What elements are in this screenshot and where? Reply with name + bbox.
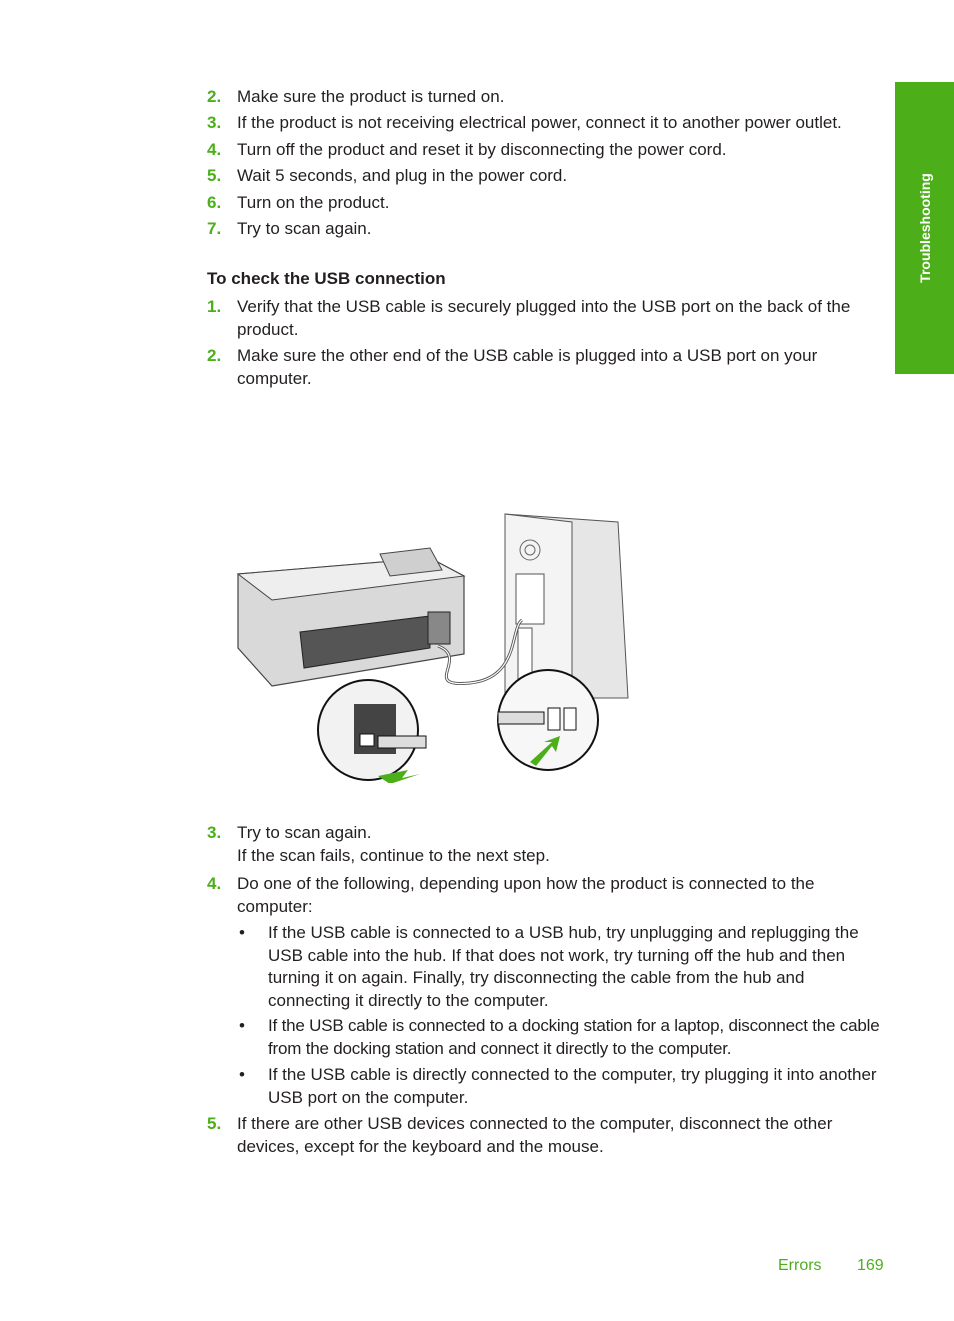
step-text: Verify that the USB cable is securely plugged into the USB port on the back of the product. (237, 297, 851, 339)
bullet-text: If the USB cable is connected to a docking station for a laptop, disconnect the cable from the docking station and connect it directly to the computer. (268, 1016, 880, 1058)
step-number: 7. (207, 219, 222, 238)
section-tab-label: Troubleshooting (916, 173, 933, 283)
step-number: 5. (207, 166, 222, 185)
section-tab (895, 82, 954, 374)
step-subtext: If the scan fails, continue to the next step. (237, 846, 550, 865)
step-text: Make sure the product is turned on. (237, 87, 505, 106)
bullet-marker: • (239, 1065, 245, 1084)
step-text: Do one of the following, depending upon how the product is connected to the computer: (237, 874, 815, 916)
step-text: Turn on the product. (237, 193, 390, 212)
step-number: 5. (207, 1114, 222, 1133)
printer-port-zoom-illustration (318, 680, 426, 783)
printer-illustration (238, 548, 464, 686)
step-number: 4. (207, 140, 222, 159)
step-text: Try to scan again. (237, 823, 372, 842)
page-number: 169 (857, 1257, 884, 1274)
bullet-text: If the USB cable is directly connected to the computer, try plugging it into another USB port on the computer. (268, 1065, 877, 1107)
bullet-marker: • (239, 1016, 245, 1035)
bullet-marker: • (239, 923, 245, 942)
usb-connection-illustration (230, 508, 640, 783)
computer-port-zoom-illustration (498, 670, 598, 770)
step-number: 2. (207, 87, 222, 106)
step-text: Wait 5 seconds, and plug in the power cord. (237, 166, 568, 185)
section-heading: To check the USB connection (207, 269, 446, 288)
step-text: If the product is not receiving electrical power, connect it to another power outlet. (237, 113, 842, 132)
step-number: 1. (207, 297, 222, 316)
step-text: Turn off the product and reset it by disconnecting the power cord. (237, 140, 727, 159)
step-number: 3. (207, 113, 222, 132)
step-text: Try to scan again. (237, 219, 372, 238)
step-text: Make sure the other end of the USB cable is plugged into a USB port on your computer. (237, 346, 818, 388)
computer-tower-illustration (505, 514, 628, 698)
bullet-text: If the USB cable is connected to a USB hub, try unplugging and replugging the USB cable into the hub. If that does not work, try turning off the hub and then turning it on again. Finally, try disconnecting the cable from the hub and connecting it directly to the computer. (268, 923, 859, 1010)
footer-section-label: Errors (778, 1257, 822, 1274)
step-number: 6. (207, 193, 222, 212)
step-number: 3. (207, 823, 222, 842)
step-number: 4. (207, 874, 222, 893)
step-text: If there are other USB devices connected to the computer, disconnect the other devices, except for the keyboard and the mouse. (237, 1114, 833, 1156)
step-number: 2. (207, 346, 222, 365)
